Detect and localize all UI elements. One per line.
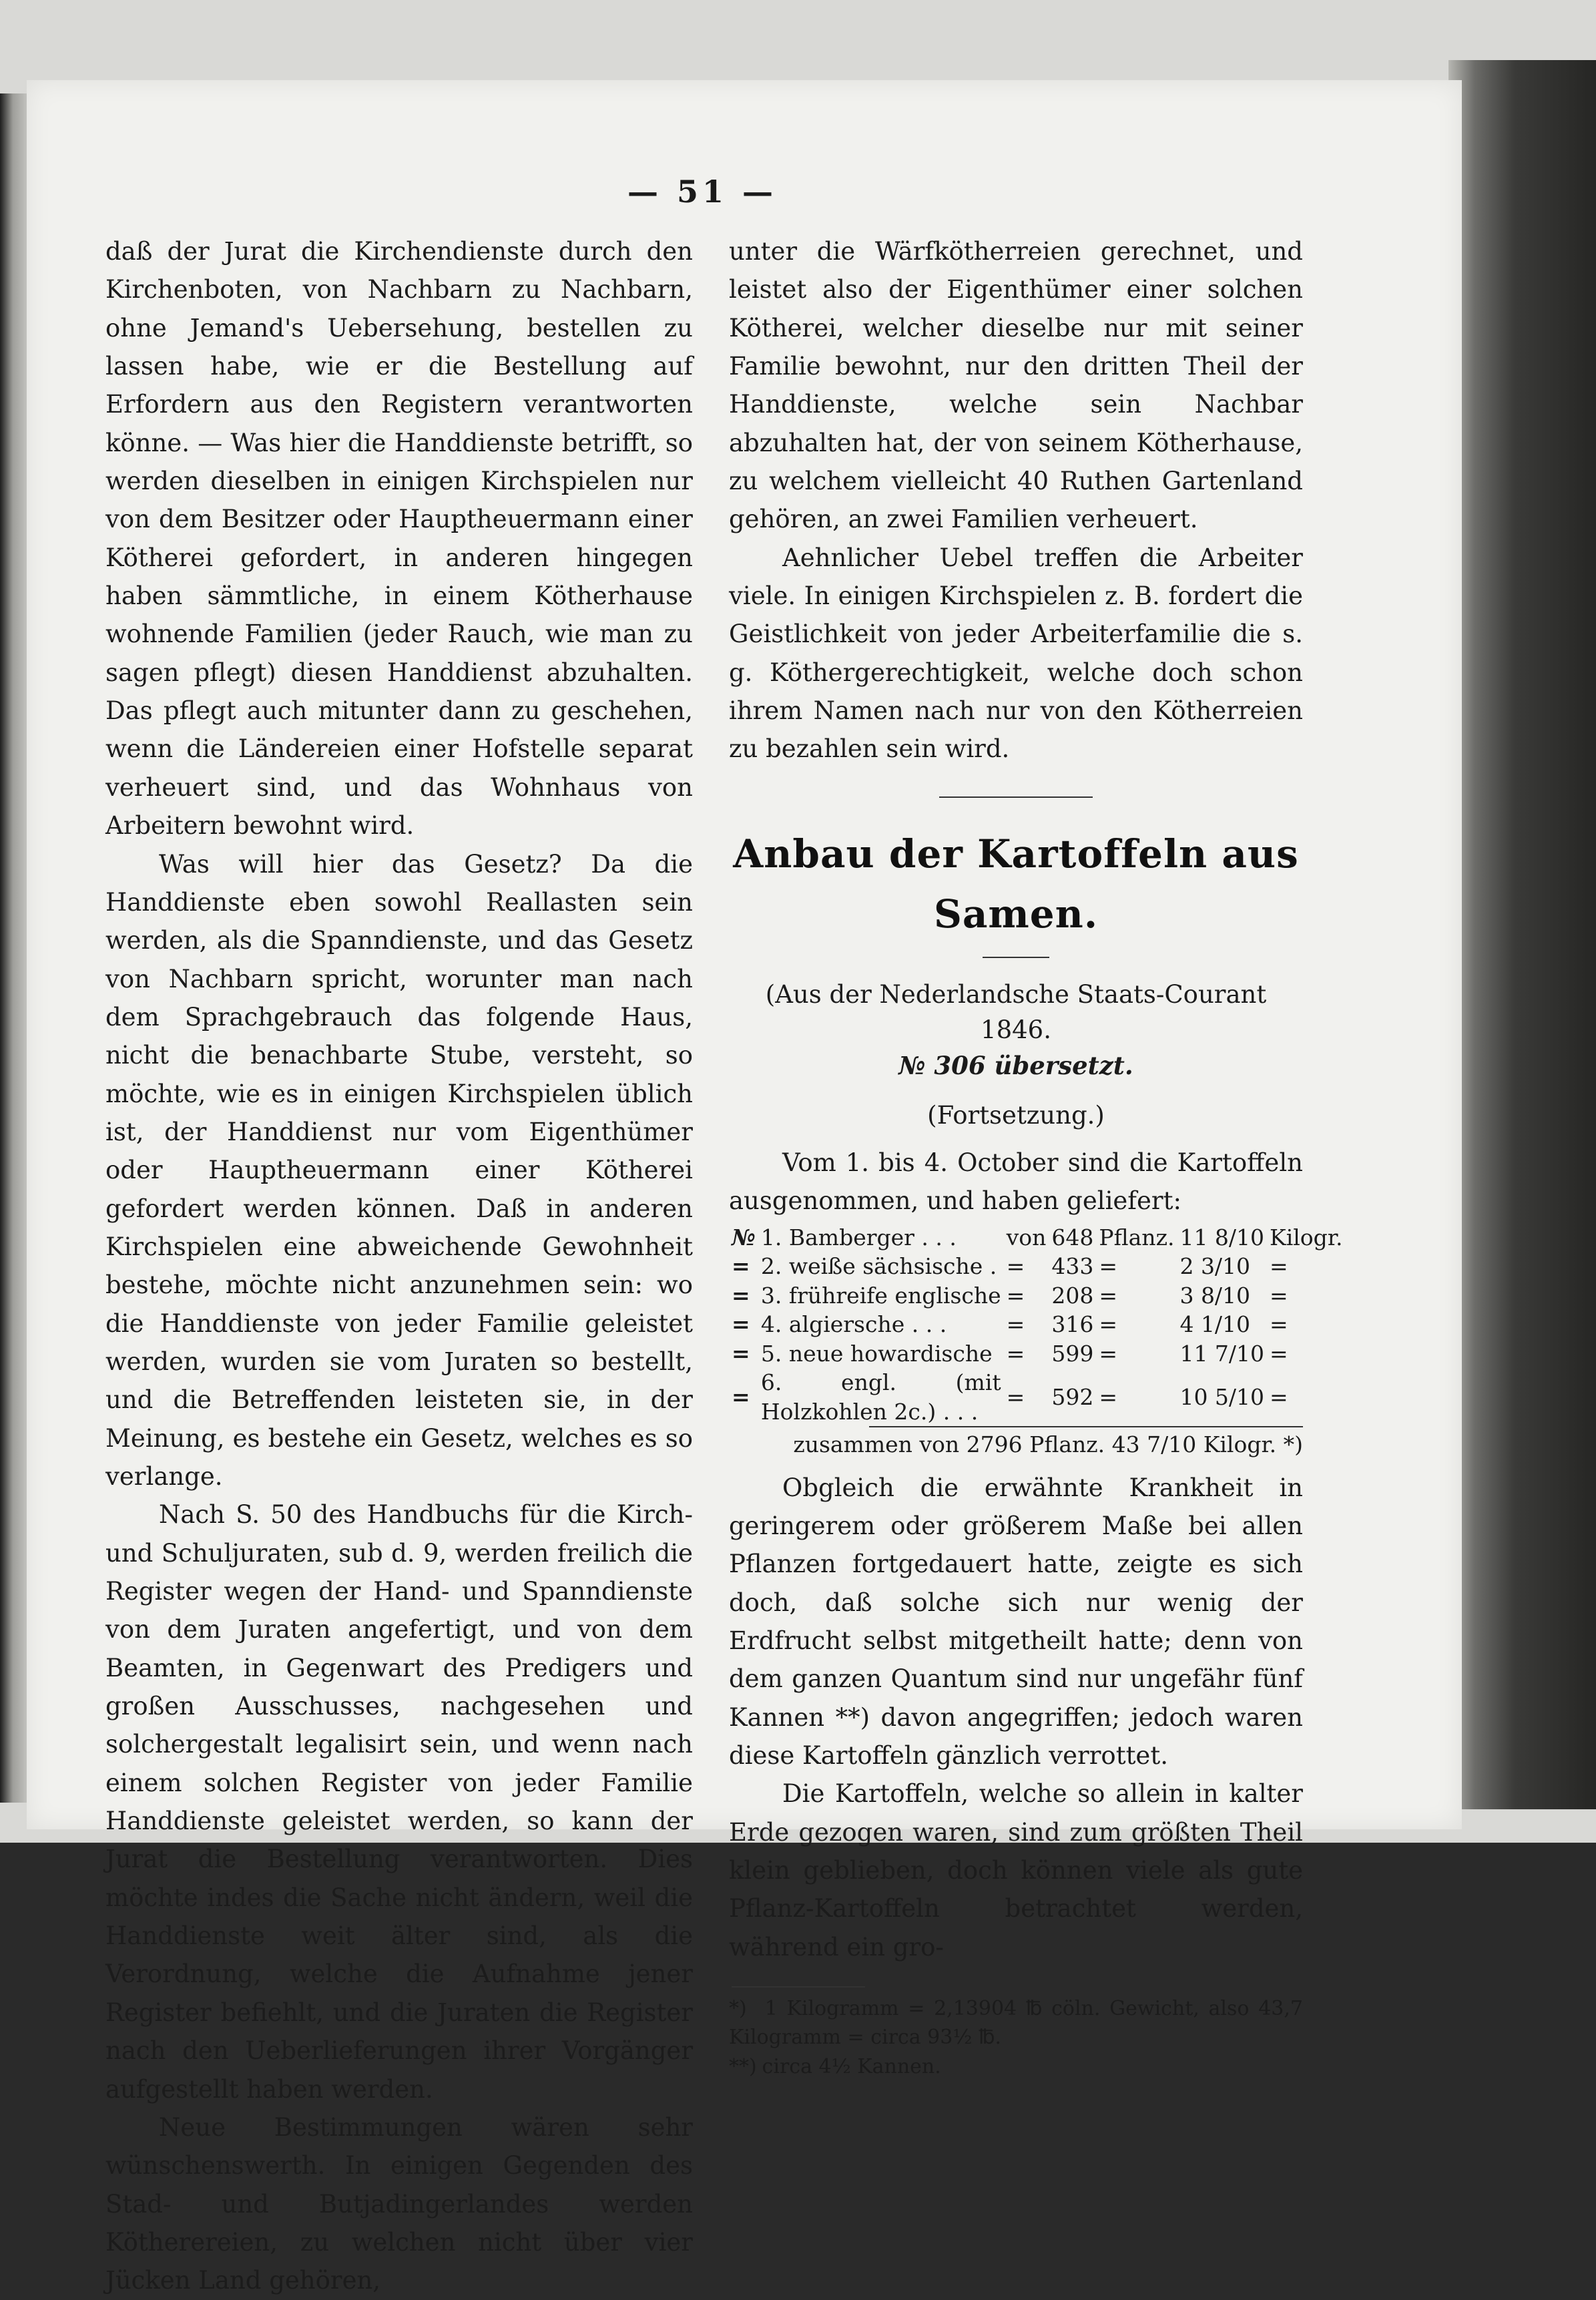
row-unit-plants: = bbox=[1099, 1340, 1118, 1367]
row-unit-plants: = bbox=[1099, 1282, 1118, 1309]
row-unit-weight: = bbox=[1270, 1340, 1288, 1367]
row-variety: 5. neue howardische bbox=[760, 1340, 993, 1367]
right-paragraph-4: Die Kartoffeln, welche so allein in kalter Erde gezogen waren, sind zum größten Theil klein geblieben, doch können viele als gute Pflanz-Kartoffeln betrachtet werden, während ein gro- bbox=[729, 1779, 1303, 1962]
row-weight: 11 7/10 bbox=[1179, 1340, 1265, 1367]
book-cover-edge bbox=[1448, 60, 1596, 1809]
table-row bbox=[729, 1310, 1345, 1339]
page-number: — 51 — bbox=[627, 174, 778, 210]
footnote-mark: **) bbox=[729, 2054, 757, 2078]
row-weight: 3 8/10 bbox=[1179, 1282, 1251, 1309]
row-unit-plants: = bbox=[1099, 1311, 1118, 1338]
row-weight: 11 8/10 bbox=[1179, 1224, 1265, 1250]
row-plants: 433 bbox=[1051, 1253, 1094, 1280]
footnote bbox=[729, 1994, 1303, 2052]
right-column bbox=[729, 232, 1343, 2081]
row-unit-plants: = bbox=[1099, 1384, 1118, 1411]
article-headline: Anbau der Kartoffeln aus Samen. bbox=[733, 831, 1299, 937]
source-number: № 306 übersetzt. bbox=[898, 1050, 1133, 1080]
row-plants: 592 bbox=[1051, 1384, 1094, 1411]
row-weight: 2 3/10 bbox=[1179, 1253, 1251, 1280]
left-paragraph-3: Nach S. 50 des Handbuchs für die Kirch- und Schuljuraten, sub d. 9, werden freilich die Register wegen der Hand- und Spanndienste von dem Juraten angefertigt, und von dem Beamten, in Gegenwart des Predigers und großen Ausschusses, nachgesehen und solchergestalt legalisirt sein, und wenn nach einem solchen Register von jeder Familie Handdienste geleistet werden, so kann der Jurat die Bestellung verantworten. Dies möchte indes die Sache nicht ändern, weil die Handdienste weit älter sind, als die Verordnung, welche die Aufnahme jener Register befiehlt, und die Juraten die Register nach den Ueberlieferungen ihrer Vorgänger aufgestellt haben werden. bbox=[105, 1500, 693, 2104]
row-prefix: = bbox=[732, 1311, 750, 1338]
right-paragraph-2: Aehnlicher Uebel treffen die Arbeiter viele. In einigen Kirchspielen z. B. fordert die Geistlichkeit von jeder Arbeiterfamilie die s. g. Köthergerechtigkeit, welche doch schon ihrem Namen nach nur von den Kötherreien zu bezahlen sein wird. bbox=[729, 543, 1303, 764]
row-prefix: = bbox=[732, 1253, 750, 1280]
continuation-note: (Fortsetzung.) bbox=[927, 1100, 1105, 1130]
row-unit-weight: = bbox=[1270, 1253, 1288, 1280]
table-row bbox=[729, 1339, 1345, 1369]
left-paragraph-2: Was will hier das Gesetz? Da die Handdienste eben sowohl Reallasten sein werden, als die Spanndienste, und das Gesetz von Nachbarn spricht, worunter man nach dem Sprachgebrauch das folgende Haus, nicht die benachbarte Stube, versteht, so möchte, wie es in einigen Kirchspielen üblich ist, der Handdienst nur vom Eigenthümer oder Hauptheuermann einer Kötherei gefordert werden können. Daß in anderen Kirchspielen eine abweichende Gewohnheit bestehe, möchte nicht anzunehmen sein: wo die Handdienste von jeder Familie geleistet werden, wurden sie vom Juraten so bestellt, und die Betreffenden leisteten sie, in der Meinung, es bestehe ein Gesetz, welches es so verlange. bbox=[105, 849, 693, 1491]
row-unit-weight: Kilogr. bbox=[1270, 1224, 1343, 1250]
headline-divider bbox=[983, 957, 1049, 958]
row-variety: 4. algiersche . . . bbox=[760, 1311, 947, 1338]
footnote-text: 1 Kilogramm = 2,13904 ℔ cöln. Gewicht, also 43,7 Kilogramm = circa 93½ ℔. bbox=[729, 1996, 1303, 2050]
section-divider bbox=[939, 796, 1093, 798]
row-prefix: = bbox=[732, 1282, 750, 1309]
table-row bbox=[729, 1281, 1345, 1311]
table-row bbox=[729, 1252, 1345, 1281]
row-from: = bbox=[1006, 1340, 1025, 1367]
table-total: zusammen von 2796 Pflanz. 43 7/10 Kilogr. *) bbox=[793, 1431, 1303, 1458]
left-column bbox=[105, 232, 693, 2300]
left-paragraph-1: daß der Jurat die Kirchendienste durch den Kirchenboten, von Nachbarn zu Nachbarn, ohne Jemand's Uebersehung, bestellen zu lassen habe, wie er die Bestellung auf Erfordern aus den Registern verantworten könne. — Was hier die Handdienste betrifft, so werden dieselben in einigen Kirchspielen nur von dem Besitzer oder Hauptheuermann einer Kötherei gefordert, in anderen hingegen haben sämmtliche, in einem Kötherhause wohnende Familien (jeder Rauch, wie man zu sagen pflegt) diesen Handdienst abzuhalten. Das pflegt auch mitunter dann zu geschehen, wenn die Ländereien einer Hofstelle separat verheuert sind, und das Wohnhaus von Arbeitern bewohnt wird. bbox=[105, 237, 693, 841]
footnote bbox=[729, 2052, 1303, 2082]
table-row bbox=[729, 1368, 1345, 1426]
row-unit-weight: = bbox=[1270, 1282, 1288, 1309]
row-plants: 599 bbox=[1051, 1340, 1094, 1367]
source-note bbox=[729, 977, 1303, 1084]
left-paragraph-4: Neue Bestimmungen wären sehr wünschenswerth. In einigen Gegenden des Stad- und Butjadingerlandes werden Kötherereien, zu welchen nicht über vier Jücken Land gehören, bbox=[105, 2112, 693, 2295]
row-plants: 648 bbox=[1051, 1224, 1094, 1250]
row-variety: 2. weiße sächsische . bbox=[760, 1253, 997, 1280]
book-page bbox=[27, 80, 1462, 2295]
row-unit-plants: Pflanz. bbox=[1099, 1224, 1175, 1250]
row-from: = bbox=[1006, 1282, 1025, 1309]
row-unit-weight: = bbox=[1270, 1384, 1288, 1411]
row-variety: 3. frühreife englische bbox=[760, 1282, 1001, 1309]
row-variety: 1. Bamberger . . . bbox=[760, 1224, 957, 1250]
footnote-mark: *) bbox=[729, 1996, 747, 2020]
table-row bbox=[729, 1223, 1345, 1252]
row-plants: 208 bbox=[1051, 1282, 1094, 1309]
row-prefix: № bbox=[732, 1224, 756, 1250]
row-weight: 10 5/10 bbox=[1179, 1384, 1265, 1411]
row-unit-plants: = bbox=[1099, 1253, 1118, 1280]
row-unit-weight: = bbox=[1270, 1311, 1288, 1338]
row-weight: 4 1/10 bbox=[1179, 1311, 1251, 1338]
row-from: = bbox=[1006, 1253, 1025, 1280]
row-variety: 6. engl. (mit Holzkohlen 2c.) . . . bbox=[760, 1369, 1001, 1425]
right-paragraph-1: unter die Wärfkötherreien gerechnet, und leistet also der Eigenthümer einer solchen Kötherei, welcher dieselbe nur mit seiner Familie bewohnt, nur den dritten Theil der Handdienste, welche sein Nachbar abzuhalten hat, der von seinem Kötherhause, zu welchem vielleicht 40 Ruthen Gartenland gehören, an zwei Familien verheuert. bbox=[729, 237, 1303, 534]
source-line: (Aus der Nederlandsche Staats-Courant 1846. bbox=[765, 979, 1267, 1045]
harvest-table bbox=[729, 1223, 1345, 1427]
footnote-text: circa 4½ Kannen. bbox=[762, 2054, 941, 2078]
row-prefix: = bbox=[732, 1384, 750, 1411]
row-from: = bbox=[1006, 1384, 1025, 1411]
row-plants: 316 bbox=[1051, 1311, 1094, 1338]
table-intro: Vom 1. bis 4. October sind die Kartoffeln ausgenommen, und haben geliefert: bbox=[729, 1148, 1303, 1216]
row-from: = bbox=[1006, 1311, 1025, 1338]
footnote-divider bbox=[732, 1986, 865, 1988]
right-paragraph-3: Obgleich die erwähnte Krankheit in geringerem oder größerem Maße bei allen Pflanzen fortgedauert hatte, zeigte es sich doch, daß solche sich nur wenig der Erdfrucht selbst mitgetheilt hatte; denn von dem ganzen Quantum sind nur ungefähr fünf Kannen **) davon angegriffen; jedoch waren diese Kartoffeln gänzlich verrottet. bbox=[729, 1473, 1303, 1770]
row-from: von bbox=[1006, 1224, 1047, 1250]
row-prefix: = bbox=[732, 1340, 750, 1367]
